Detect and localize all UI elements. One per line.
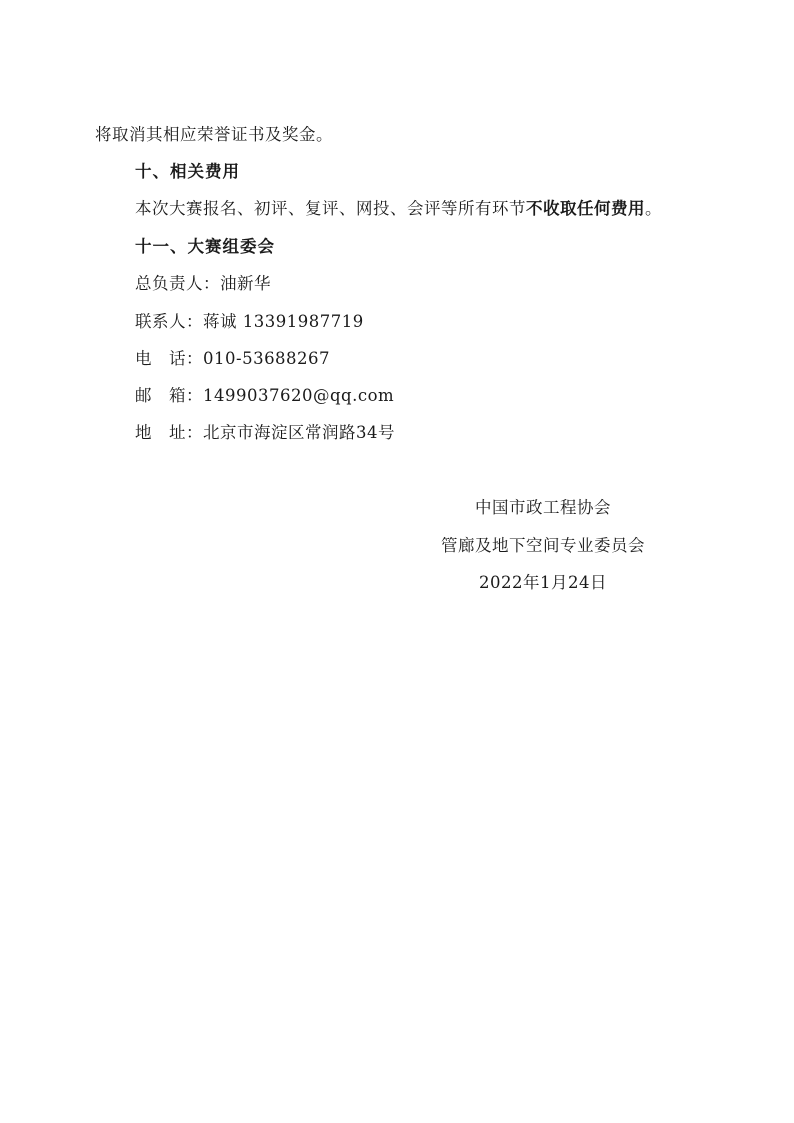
contact-value: 油新华 [220, 274, 271, 293]
section-10-heading: 十、相关费用 [135, 162, 240, 181]
fee-text-end: 。 [645, 199, 662, 218]
fee-text-bold: 不收取任何费用 [526, 199, 645, 218]
contact-value: 010-53688267 [203, 349, 331, 368]
contact-row-person [135, 311, 364, 333]
contact-value: 蒋诚 13391987719 [203, 312, 364, 331]
signature-org-line1: 中国市政工程协会 [475, 498, 611, 517]
contact-label: 总负责人： [135, 274, 220, 293]
contact-label: 地 址： [135, 423, 203, 442]
fee-text-plain: 本次大赛报名、初评、复评、网投、会评等所有环节 [135, 199, 526, 218]
contact-value: 1499037620@qq.com [203, 386, 395, 405]
contact-value: 北京市海淀区常润路34号 [203, 423, 395, 442]
signature-org-line2: 管廊及地下空间专业委员会 [441, 536, 645, 555]
section-10-text [135, 198, 662, 220]
contact-row-phone [135, 348, 330, 370]
contact-row-address [135, 422, 395, 444]
section-11-heading: 十一、大赛组委会 [135, 237, 275, 256]
contact-label: 联系人： [135, 312, 203, 331]
signature-date: 2022年1月24日 [479, 573, 607, 592]
contact-row-lead [135, 273, 271, 295]
contact-label: 电 话： [135, 349, 203, 368]
contact-row-email [135, 385, 394, 407]
paragraph-continuation: 将取消其相应荣誉证书及奖金。 [95, 125, 333, 144]
contact-label: 邮 箱： [135, 386, 203, 405]
